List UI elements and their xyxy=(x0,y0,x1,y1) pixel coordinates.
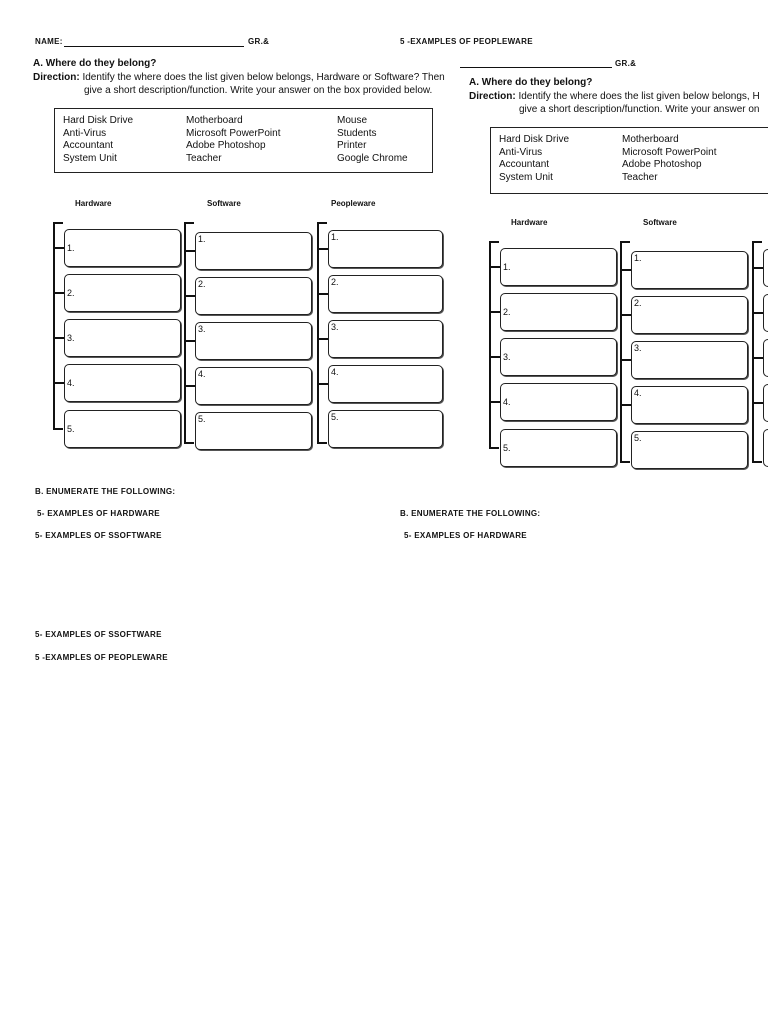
bracket-tick xyxy=(317,442,327,444)
bracket-tick xyxy=(491,311,500,313)
word-bank-item: Hard Disk Drive xyxy=(63,115,134,126)
hardware-answer-box-2[interactable]: 2. xyxy=(500,293,617,331)
word-bank-item: Mouse xyxy=(337,115,368,126)
hardware-column-header: Hardware xyxy=(75,199,112,208)
word-bank-item: Google Chrome xyxy=(337,152,408,164)
software-answer-box-2[interactable]: 2. xyxy=(195,277,312,315)
software-answer-box-4[interactable]: 4. xyxy=(195,367,312,405)
direction-label: Direction: xyxy=(33,72,80,83)
hardware-answer-box-3[interactable]: 3. xyxy=(500,338,617,376)
section-a-title: A. Where do they belong? xyxy=(469,77,593,88)
hardware-answer-box-5[interactable]: 5. xyxy=(500,429,617,467)
bracket-tick xyxy=(186,295,195,297)
peopleware-answer-box-1[interactable]: 1. xyxy=(328,230,443,268)
peopleware-answer-box-4[interactable]: 4. xyxy=(328,365,443,403)
peopleware-answer-box-3[interactable] xyxy=(763,339,768,377)
grade-label: GR.& xyxy=(615,59,637,68)
peopleware-bracket-line xyxy=(752,241,754,463)
bracket-tick xyxy=(622,359,631,361)
word-bank-item: Hard Disk Drive xyxy=(499,134,570,145)
direction-line-2: give a short description/function. Write your answer on xyxy=(519,104,760,115)
grade-label: GR.& xyxy=(248,37,270,46)
bracket-tick xyxy=(53,428,63,430)
bracket-tick xyxy=(319,293,328,295)
hardware-column-header: Hardware xyxy=(511,218,548,227)
bracket-tick xyxy=(622,404,631,406)
peopleware-answer-box-2[interactable] xyxy=(763,294,768,332)
direction-line-1 xyxy=(33,72,445,83)
hardware-answer-box-4[interactable]: 4. xyxy=(500,383,617,421)
software-answer-box-1[interactable]: 1. xyxy=(195,232,312,270)
hardware-bracket-line xyxy=(489,241,491,449)
bracket-tick xyxy=(55,337,64,339)
word-bank-item: Printer xyxy=(337,140,367,151)
enumerate-item-peopleware: 5 -EXAMPLES OF PEOPLEWARE xyxy=(35,653,168,662)
enumerate-item-software: 5- EXAMPLES OF SSOFTWARE xyxy=(35,531,162,540)
peopleware-answer-box-5[interactable]: 5. xyxy=(328,410,443,448)
bracket-tick xyxy=(319,248,328,250)
word-bank-item: Accountant xyxy=(499,159,550,170)
word-bank-col-1 xyxy=(63,115,133,165)
direction-text-1: Identify the where does the list given below belongs, Hardware or Software? Then xyxy=(79,72,445,83)
software-answer-box-1[interactable]: 1. xyxy=(631,251,748,289)
enumerate-item-hardware: 5- EXAMPLES OF HARDWARE xyxy=(37,509,160,518)
bracket-tick xyxy=(186,340,195,342)
word-bank-item: System Unit xyxy=(63,152,117,164)
word-bank-item: System Unit xyxy=(499,171,553,183)
software-answer-box-5[interactable]: 5. xyxy=(631,431,748,469)
peopleware-answer-box-5[interactable] xyxy=(763,429,768,467)
hardware-bracket-line xyxy=(53,222,55,430)
word-bank-col-2 xyxy=(186,115,280,165)
software-bracket-line xyxy=(184,222,186,444)
word-bank-col-2 xyxy=(622,134,716,184)
peopleware-answer-box-1[interactable] xyxy=(763,249,768,287)
direction-label: Direction: xyxy=(469,91,516,102)
direction-text-1: Identify the where does the list given below belongs, H xyxy=(515,91,760,102)
section-b-title: B. ENUMERATE THE FOLLOWING: xyxy=(400,509,541,518)
software-bracket-line xyxy=(620,241,622,463)
word-bank-item: Teacher xyxy=(186,152,222,164)
section-b-title: B. ENUMERATE THE FOLLOWING: xyxy=(35,487,176,496)
bracket-tick xyxy=(491,266,500,268)
peopleware-column-header: Peopleware xyxy=(331,199,376,208)
name-underline xyxy=(460,67,612,68)
word-bank-item: Microsoft PowerPoint xyxy=(622,146,717,158)
word-bank-item: Anti-Virus xyxy=(63,127,107,139)
peopleware-answer-box-2[interactable]: 2. xyxy=(328,275,443,313)
bracket-tick xyxy=(319,383,328,385)
bracket-tick xyxy=(754,357,763,359)
bracket-tick xyxy=(620,241,630,243)
hardware-answer-box-5[interactable]: 5. xyxy=(64,410,181,448)
bracket-tick xyxy=(55,382,64,384)
hardware-answer-box-1[interactable]: 1. xyxy=(64,229,181,267)
software-column-header: Software xyxy=(643,218,677,227)
bracket-tick xyxy=(754,402,763,404)
bracket-tick xyxy=(184,222,194,224)
word-bank-item: Motherboard xyxy=(622,134,679,145)
section-a-title: A. Where do they belong? xyxy=(33,58,157,69)
bracket-tick xyxy=(620,461,630,463)
enumerate-item-software-2: 5- EXAMPLES OF SSOFTWARE xyxy=(35,630,162,639)
bracket-tick xyxy=(186,250,195,252)
word-bank-item: Students xyxy=(337,127,377,139)
bracket-tick xyxy=(317,222,327,224)
bracket-tick xyxy=(754,312,763,314)
bracket-tick xyxy=(622,314,631,316)
bracket-tick xyxy=(752,241,762,243)
software-answer-box-2[interactable]: 2. xyxy=(631,296,748,334)
peopleware-bracket-line xyxy=(317,222,319,444)
bracket-tick xyxy=(489,241,499,243)
word-bank-col-1 xyxy=(499,134,569,184)
word-bank-item: Accountant xyxy=(63,140,114,151)
bracket-tick xyxy=(53,222,63,224)
bracket-tick xyxy=(622,269,631,271)
hardware-answer-box-1[interactable]: 1. xyxy=(500,248,617,286)
software-answer-box-4[interactable]: 4. xyxy=(631,386,748,424)
word-bank-item: Adobe Photoshop xyxy=(622,159,702,170)
bracket-tick xyxy=(186,385,195,387)
bracket-tick xyxy=(491,401,500,403)
bracket-tick xyxy=(319,338,328,340)
peopleware-answer-box-3[interactable]: 3. xyxy=(328,320,443,358)
bracket-tick xyxy=(752,461,762,463)
word-bank-col-3 xyxy=(337,115,408,165)
bracket-tick xyxy=(489,447,499,449)
software-answer-box-3[interactable]: 3. xyxy=(195,322,312,360)
word-bank-item: Teacher xyxy=(622,171,658,183)
bracket-tick xyxy=(55,247,64,249)
peopleware-answer-box-4[interactable] xyxy=(763,384,768,422)
bracket-tick xyxy=(55,292,64,294)
bracket-tick xyxy=(184,442,194,444)
software-answer-box-3[interactable]: 3. xyxy=(631,341,748,379)
bracket-tick xyxy=(754,267,763,269)
hardware-answer-box-2[interactable]: 2. xyxy=(64,274,181,312)
hardware-answer-box-3[interactable]: 3. xyxy=(64,319,181,357)
hardware-answer-box-4[interactable]: 4. xyxy=(64,364,181,402)
bracket-tick xyxy=(491,356,500,358)
word-bank-item: Microsoft PowerPoint xyxy=(186,127,281,139)
name-underline xyxy=(64,46,244,47)
enumerate-item-hardware: 5- EXAMPLES OF HARDWARE xyxy=(404,531,527,540)
word-bank-item: Motherboard xyxy=(186,115,243,126)
word-bank-item: Adobe Photoshop xyxy=(186,140,266,151)
direction-line-1 xyxy=(469,91,760,102)
word-bank-item: Anti-Virus xyxy=(499,146,543,158)
software-column-header: Software xyxy=(207,199,241,208)
direction-line-2: give a short description/function. Write your answer on the box provided below. xyxy=(84,85,433,96)
name-label: NAME: xyxy=(35,37,63,46)
software-answer-box-5[interactable]: 5. xyxy=(195,412,312,450)
peopleware-title: 5 -EXAMPLES OF PEOPLEWARE xyxy=(400,37,533,46)
